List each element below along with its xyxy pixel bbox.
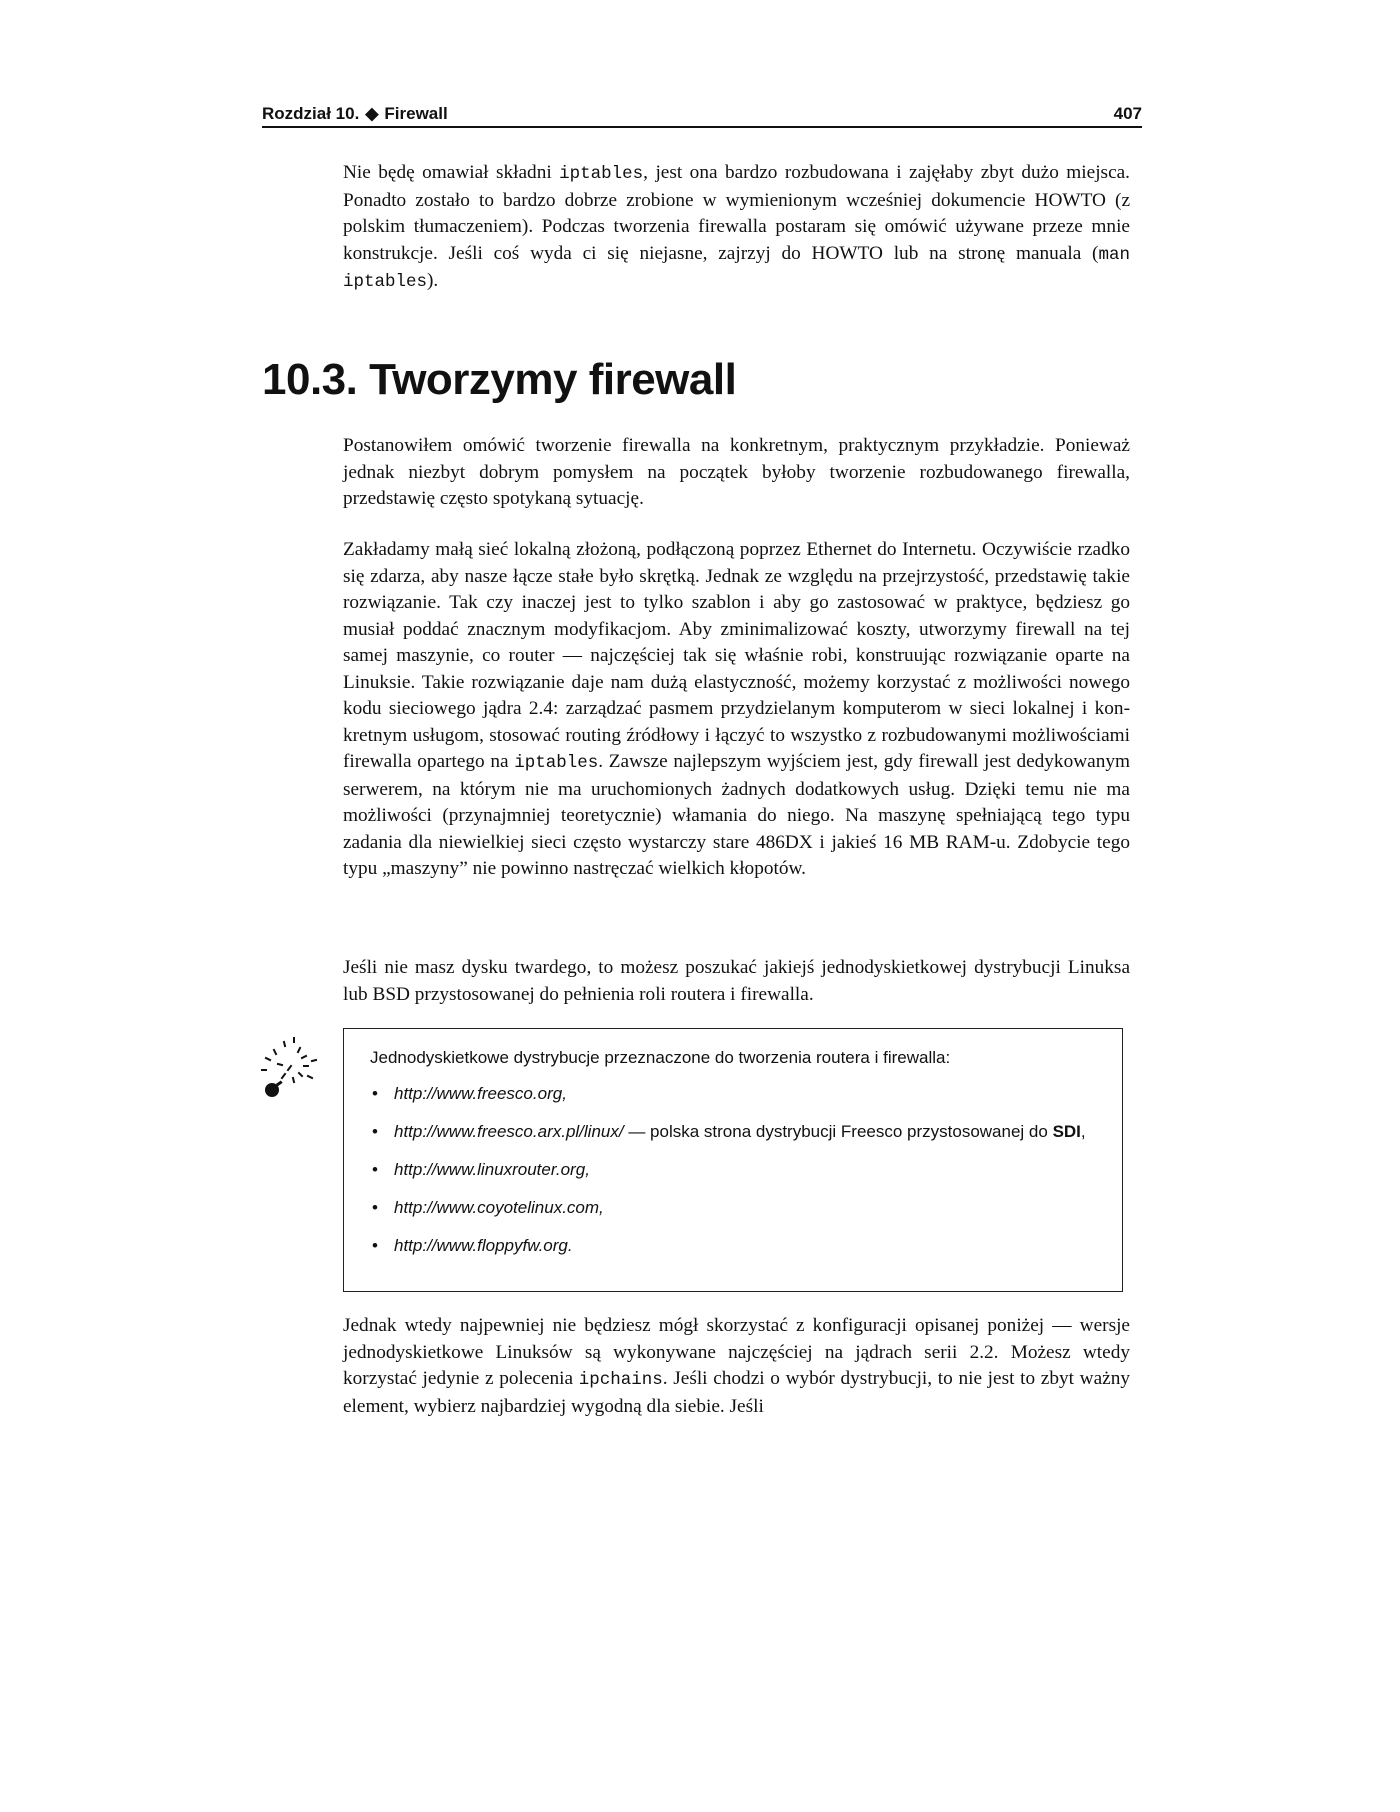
paragraph-3: Jeśli nie masz dysku twardego, to możesz poszukać jakiejś jednodyskietkowej dystrybucji Linuksa lub BSD przystosowanej do pełnienia roli routera i firewalla. [343,957,1130,1005]
list-item: • http://www.coyotelinux.com, [370,1197,1096,1219]
url-link[interactable]: http://www.linuxrouter.org [394,1160,586,1179]
paragraph-2-block [343,537,1130,883]
page-number: 407 [1113,104,1142,123]
note-intro: Jednodyskietkowe dystrybucje przeznaczone do tworzenia routera i firewalla: [370,1048,951,1067]
inline-code: ipchains [578,1370,663,1390]
intro-paragraph-block [343,160,1130,296]
diamond-separator-icon: ◆ [365,104,379,123]
paragraph-4-block [343,1313,1130,1420]
url-link[interactable]: http://www.freesco.arx.pl/linux/ [394,1122,624,1141]
running-header [262,98,1142,128]
url-link[interactable]: http://www.freesco.org [394,1084,563,1103]
paragraph-2: Zakładamy małą sieć lokalną złożoną, podłączoną poprzez Ethernet do Internetu. Oczywiście rzadko się zdarza, aby nasze łącze stałe było skrętką. Jednak ze względu na przejrzystość, przedstawię takie rozwiązanie. Tak czy inaczej jest to tylko szablon i aby go zastosować w praktyce, będziesz go musiał poddać znacznym modyfikacjom. Aby zminimalizować koszty, utworzymy firewall na tej samej maszynie, co router — najczęściej tak się właśnie robi, konstruując rozwiązanie oparte na Linuksie. Takie rozwiązanie daje nam dużą elastyczność, możemy korzystać z możliwości nowego kodu sieciowego jądra 2.4: zarządzać pasmem przydzielanym komputerom w sieci lokalnej i konkretnym usługom, stosować routing źródłowy i łączyć to wszystko z rozbudowanymi możliwościami firewalla opartego na iptables. Zawsze najlepszym wyjściem jest, gdy firewall jest dedykowanym serwerem, na którym nie ma uruchomionych żadnych dodatkowych usług. Dzięki temu nie ma możliwości (przynajmniej teoretycznie) włamania do niego. Na maszynę spełniającą tego typu zadania dla niewielkiej sieci często wystarczy stare 486DX i jakieś 16 MB RAM-u. Zdobycie tego typu „maszyny” nie powinno nastręczać wielkich kłopotów. [343,539,1130,879]
url-link[interactable]: http://www.floppyfw.org [394,1236,568,1255]
list-item: • http://www.linuxrouter.org, [370,1159,1096,1181]
chapter-label: Rozdział 10. ◆ Firewall [262,104,448,123]
inline-code: man iptables [343,244,1130,292]
note-box [343,1028,1123,1292]
intro-paragraph: Nie będę omawiał składni iptables, jest ona bardzo rozbudowana i zajęłaby zbyt dużo miejsca. Ponadto zostało to bardzo dobrze zrobione w wymienionym wcześniej dokumencie HOWTO (z polskim tłumaczeniem). Podczas tworzenia firewalla postaram się omówić używane przeze mnie konstrukcje. Jeśli coś wyda ci się niejasne, zajrzyj do HOWTO lub na stronę manuala (man iptables). [343,162,1131,292]
inline-code: iptables [559,164,644,184]
distribution-list [370,1083,1096,1257]
section-heading: 10.3. Tworzymy firewall [262,355,737,404]
paragraph-4: Jednak wtedy najpewniej nie będziesz mógł skorzystać z konfiguracji opisanej poniżej — wersje jednodyskietkowe Linuksów są wykonywane najczęściej na jądrach serii 2.2. Możesz wtedy korzystać jedynie z polecenia ipchains. Jeśli chodzi o wybór dystrybucji, to nie jest to zbyt ważny element, wybierz najbardziej wygodną dla siebie. Jeśli [343,1315,1130,1417]
list-item: • http://www.freesco.org, [370,1083,1096,1105]
list-item: • http://www.freesco.arx.pl/linux/ — polska strona dystrybucji Freesco przystosowanej do SDI, [370,1121,1096,1143]
paragraph-1: Postanowiłem omówić tworzenie firewalla na konkretnym, praktycznym przykładzie. Ponieważ jednak niezbyt dobrym pomysłem na początek byłoby tworzenie rozbudowanego firewalla, przedstawię często spotykaną sytuację. [343,435,1130,509]
note-bomb-icon [258,1032,334,1102]
paragraph-3-block [343,955,1130,1008]
paragraph-1-block [343,433,1130,513]
list-item: • http://www.floppyfw.org. [370,1235,1096,1257]
url-link[interactable]: http://www.coyotelinux.com [394,1198,600,1217]
inline-code: iptables [514,753,599,773]
